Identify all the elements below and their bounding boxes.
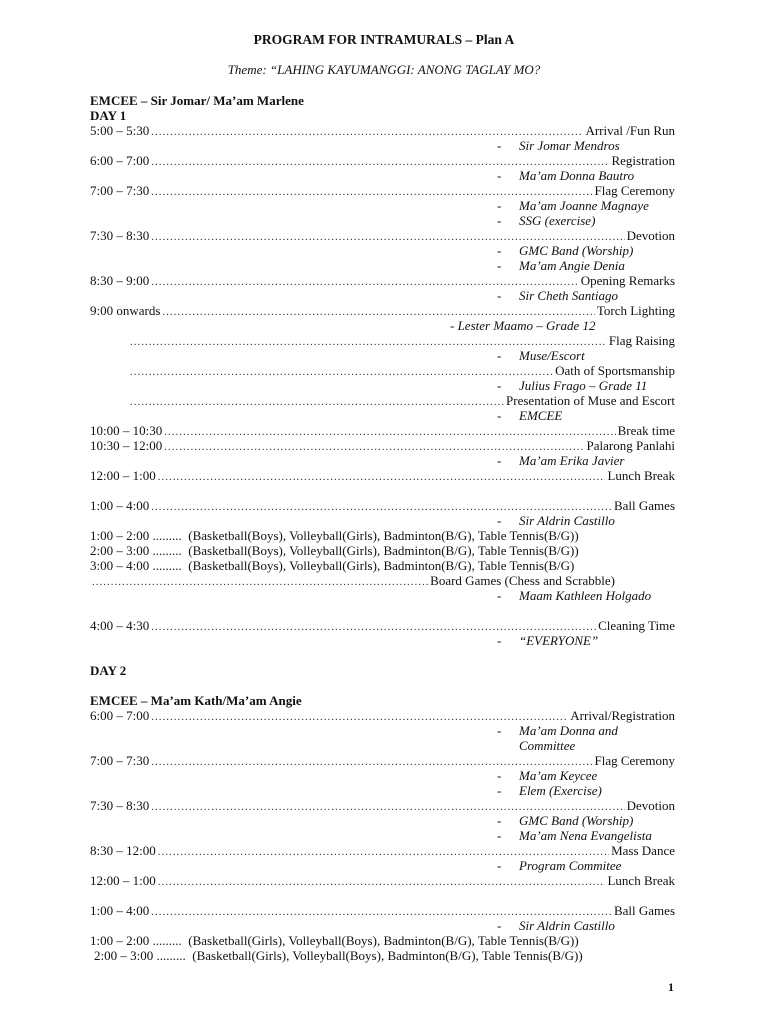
person-name: Sir Aldrin Castillo xyxy=(519,918,615,933)
entry-activity: Ball Games xyxy=(613,903,675,918)
entry-time: 2:00 – 3:00 xyxy=(94,948,154,963)
leader-dots xyxy=(164,440,584,453)
leader-dots: ......... xyxy=(156,948,186,963)
entry-activity: Flag Raising xyxy=(608,333,675,348)
leader-dots xyxy=(158,845,609,858)
person-name: Julius Frago – Grade 11 xyxy=(519,378,648,393)
entry-time: 12:00 – 1:00 xyxy=(90,873,156,888)
person-name: Sir Aldrin Castillo xyxy=(519,513,615,528)
schedule-entry xyxy=(90,153,675,168)
person-name: Elem (Exercise) xyxy=(519,783,602,798)
entry-activity: Oath of Sportsmanship xyxy=(555,363,675,378)
schedule-entry xyxy=(90,798,675,813)
schedule-entry xyxy=(90,303,675,318)
entry-time: 5:00 – 5:30 xyxy=(90,123,150,138)
entry-person: - GMC Band (Worship) xyxy=(497,243,634,258)
schedule-entry xyxy=(90,843,675,858)
entry-activity: Registration xyxy=(611,153,675,168)
schedule-entry xyxy=(90,438,675,453)
entry-person-continued: Committee xyxy=(519,738,576,753)
entry-activity: Devotion xyxy=(626,228,675,243)
leader-dots xyxy=(162,305,594,318)
entry-activity: Lunch Break xyxy=(607,873,675,888)
leader-dots: ......... xyxy=(152,543,182,558)
leader-dots xyxy=(151,230,624,243)
entry-activity: Lunch Break xyxy=(607,468,675,483)
schedule-entry xyxy=(90,753,675,768)
schedule-entry xyxy=(90,423,675,438)
schedule-entry xyxy=(90,573,615,588)
entry-time: 8:30 – 12:00 xyxy=(90,843,156,858)
entry-time: 1:00 – 4:00 xyxy=(90,498,150,513)
person-name: Program Commitee xyxy=(519,858,622,873)
person-name: Ma’am Angie Denia xyxy=(519,258,625,273)
schedule-entry xyxy=(128,393,675,408)
entry-person: - Maam Kathleen Holgado xyxy=(497,588,652,603)
person-name: Ma’am Donna and xyxy=(519,723,618,738)
entry-time: 10:00 – 10:30 xyxy=(90,423,163,438)
leader-dots xyxy=(151,755,592,768)
document-theme: Theme: “LAHING KAYUMANGGI: ANONG TAGLAY MO? xyxy=(227,62,541,77)
sports-row xyxy=(90,528,690,543)
leader-dots xyxy=(130,365,553,378)
leader-dots xyxy=(151,185,592,198)
sports-row xyxy=(94,948,694,963)
person-name: Ma’am Nena Evangelista xyxy=(519,828,652,843)
person-name: Ma’am Erika Javier xyxy=(519,453,625,468)
leader-dots: ......... xyxy=(152,933,182,948)
schedule-entry xyxy=(90,618,675,633)
sports-list: (Basketball(Boys), Volleyball(Girls), Badminton(B/G), Table Tennis(B/G) xyxy=(188,558,575,573)
leader-dots: ......... xyxy=(152,528,182,543)
leader-dots xyxy=(92,575,428,588)
entry-person: - Ma’am Joanne Magnaye xyxy=(497,198,649,213)
entry-time: 9:00 onwards xyxy=(90,303,161,318)
entry-time: 1:00 – 2:00 xyxy=(90,528,150,543)
schedule-entry xyxy=(90,183,675,198)
leader-dots xyxy=(130,335,607,348)
entry-activity: Cleaning Time xyxy=(598,618,675,633)
person-name: Ma’am Donna Bautro xyxy=(519,168,635,183)
sports-list: (Basketball(Girls), Volleyball(Boys), Badminton(B/G), Table Tennis(B/G)) xyxy=(192,948,583,963)
schedule-entry xyxy=(90,123,675,138)
entry-activity: Devotion xyxy=(626,798,675,813)
schedule-entry xyxy=(90,903,675,918)
sports-row xyxy=(90,933,690,948)
sports-list: (Basketball(Boys), Volleyball(Girls), Badminton(B/G), Table Tennis(B/G)) xyxy=(188,528,579,543)
leader-dots xyxy=(151,905,612,918)
entry-person: - Lester Maamo – Grade 12 xyxy=(450,318,596,333)
entry-time: 8:30 – 9:00 xyxy=(90,273,150,288)
sports-list: (Basketball(Girls), Volleyball(Boys), Badminton(B/G), Table Tennis(B/G)) xyxy=(188,933,579,948)
person-name: Ma’am Joanne Magnaye xyxy=(519,198,649,213)
sports-list: (Basketball(Boys), Volleyball(Girls), Badminton(B/G), Table Tennis(B/G)) xyxy=(188,543,579,558)
leader-dots xyxy=(164,425,615,438)
entry-person: - Ma’am Donna Bautro xyxy=(497,168,635,183)
person-name: Sir Cheth Santiago xyxy=(519,288,618,303)
entry-time: 7:00 – 7:30 xyxy=(90,753,150,768)
leader-dots xyxy=(151,125,583,138)
entry-time: 3:00 – 4:00 xyxy=(90,558,150,573)
schedule-entry xyxy=(90,228,675,243)
entry-person: - Ma’am Nena Evangelista xyxy=(497,828,652,843)
entry-time: 7:30 – 8:30 xyxy=(90,798,150,813)
leader-dots xyxy=(151,620,596,633)
schedule-entry xyxy=(90,873,675,888)
entry-time: 7:00 – 7:30 xyxy=(90,183,150,198)
person-name: Muse/Escort xyxy=(519,348,585,363)
entry-activity: Flag Ceremony xyxy=(594,183,675,198)
leader-dots xyxy=(151,275,579,288)
schedule-entry xyxy=(128,363,675,378)
entry-person: - Julius Frago – Grade 11 xyxy=(497,378,648,393)
schedule-entry xyxy=(90,498,675,513)
person-name: Maam Kathleen Holgado xyxy=(519,588,652,603)
document-title: PROGRAM FOR INTRAMURALS – Plan A xyxy=(253,32,515,47)
leader-dots: ......... xyxy=(152,558,182,573)
entry-time: 2:00 – 3:00 xyxy=(90,543,150,558)
entry-person: - Ma’am Angie Denia xyxy=(497,258,625,273)
entry-time: 10:30 – 12:00 xyxy=(90,438,163,453)
entry-person: - Sir Jomar Mendros xyxy=(497,138,620,153)
leader-dots xyxy=(151,710,568,723)
entry-person: - Program Commitee xyxy=(497,858,622,873)
leader-dots xyxy=(158,470,606,483)
schedule-entry xyxy=(90,273,675,288)
entry-time: 4:00 – 4:30 xyxy=(90,618,150,633)
leader-dots xyxy=(151,800,624,813)
entry-person: - GMC Band (Worship) xyxy=(497,813,634,828)
person-name: Sir Jomar Mendros xyxy=(519,138,620,153)
day2-heading: DAY 2 xyxy=(90,663,127,678)
entry-activity: Presentation of Muse and Escort xyxy=(506,393,675,408)
entry-person: - Elem (Exercise) xyxy=(497,783,602,798)
entry-activity: Palarong Panlahi xyxy=(586,438,675,453)
entry-activity: Opening Remarks xyxy=(580,273,675,288)
entry-time: 6:00 – 7:00 xyxy=(90,708,150,723)
day2-emcee: EMCEE – Ma’am Kath/Ma’am Angie xyxy=(90,693,302,708)
sports-row xyxy=(90,558,690,573)
leader-dots xyxy=(130,395,504,408)
entry-person: - Ma’am Donna and xyxy=(497,723,618,738)
entry-time: 6:00 – 7:00 xyxy=(90,153,150,168)
day1-heading: DAY 1 xyxy=(90,108,127,123)
person-name: SSG (exercise) xyxy=(519,213,596,228)
schedule-entry xyxy=(128,333,675,348)
entry-activity: Board Games (Chess and Scrabble) xyxy=(430,573,615,588)
leader-dots xyxy=(151,500,612,513)
person-name: “EVERYONE” xyxy=(519,633,599,648)
entry-activity: Mass Dance xyxy=(611,843,675,858)
person-name: EMCEE xyxy=(519,408,563,423)
entry-time: 12:00 – 1:00 xyxy=(90,468,156,483)
leader-dots xyxy=(158,875,606,888)
leader-dots xyxy=(151,155,609,168)
sports-row xyxy=(90,543,690,558)
day1-emcee: EMCEE – Sir Jomar/ Ma’am Marlene xyxy=(90,93,304,108)
person-name: GMC Band (Worship) xyxy=(519,243,634,258)
person-name: GMC Band (Worship) xyxy=(519,813,634,828)
entry-activity: Arrival/Registration xyxy=(570,708,675,723)
entry-person: - EMCEE xyxy=(497,408,563,423)
entry-person: - Ma’am Keycee xyxy=(497,768,598,783)
person-name: Ma’am Keycee xyxy=(519,768,598,783)
entry-person: - “EVERYONE” xyxy=(497,633,599,648)
entry-activity: Torch Lighting xyxy=(596,303,675,318)
schedule-entry xyxy=(90,708,675,723)
schedule-entry xyxy=(90,468,675,483)
entry-time: 7:30 – 8:30 xyxy=(90,228,150,243)
entry-person: - Ma’am Erika Javier xyxy=(497,453,625,468)
entry-activity: Break time xyxy=(617,423,675,438)
entry-person: - SSG (exercise) xyxy=(497,213,596,228)
page-number: 1 xyxy=(668,980,674,994)
entry-person: - Sir Aldrin Castillo xyxy=(497,918,615,933)
entry-person: - Muse/Escort xyxy=(497,348,585,363)
entry-activity: Ball Games xyxy=(613,498,675,513)
entry-time: 1:00 – 4:00 xyxy=(90,903,150,918)
entry-person: - Sir Aldrin Castillo xyxy=(497,513,615,528)
entry-person: - Sir Cheth Santiago xyxy=(497,288,618,303)
entry-activity: Arrival /Fun Run xyxy=(585,123,675,138)
entry-time: 1:00 – 2:00 xyxy=(90,933,150,948)
entry-activity: Flag Ceremony xyxy=(594,753,675,768)
